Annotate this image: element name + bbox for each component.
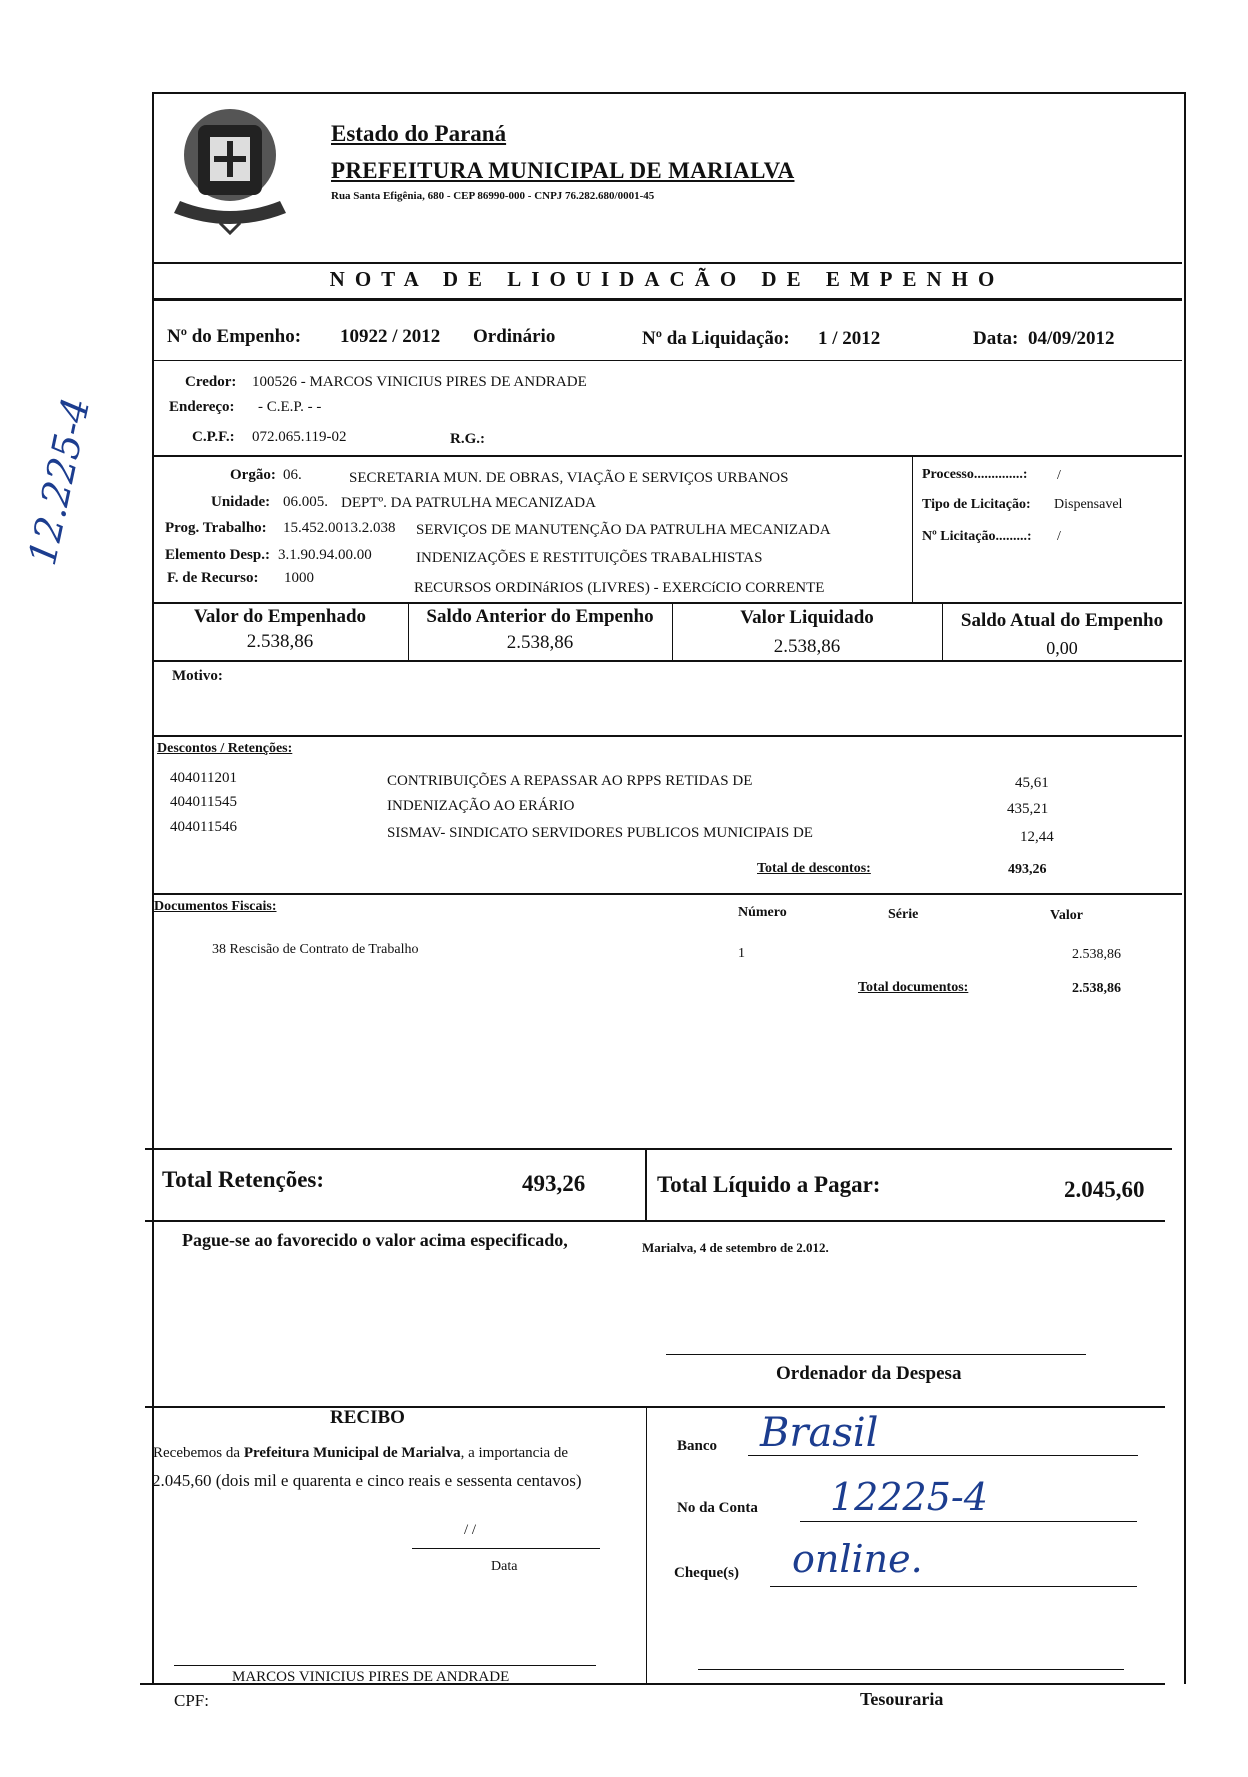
desconto-desc: SISMAV- SINDICATO SERVIDORES PUBLICOS MUNICIPAIS DE xyxy=(387,825,813,841)
recibo-text-a: Recebemos da xyxy=(153,1445,244,1461)
documentos-bottom xyxy=(145,1148,1172,1150)
col-numero: Número xyxy=(738,905,787,920)
prog-code: 15.452.0013.2.038 xyxy=(283,520,396,536)
banco-handwriting: Brasil xyxy=(760,1410,879,1456)
desconto-desc: INDENIZAÇÃO AO ERÁRIO xyxy=(387,798,575,814)
recurso-label: F. de Recurso: xyxy=(167,570,259,586)
valor-empenhado-label: Valor do Empenhado xyxy=(193,606,367,627)
conta-label: No da Conta xyxy=(677,1500,758,1516)
header-divider-bottom xyxy=(152,298,1182,301)
empenho-divider xyxy=(152,360,1182,361)
saldo-atual-label: Saldo Atual do Empenho xyxy=(960,610,1164,631)
total-liquido-label: Total Líquido a Pagar: xyxy=(657,1172,881,1197)
col-valor: Valor xyxy=(1050,908,1083,923)
recibo-amount-text: 2.045,60 (dois mil e quarenta e cinco reais e sessenta centavos) xyxy=(152,1471,582,1490)
recibo-top xyxy=(145,1406,1165,1408)
cheque-line xyxy=(770,1586,1137,1587)
recibo-data-label: Data xyxy=(491,1559,518,1574)
conta-line xyxy=(800,1521,1137,1522)
credor-value: 100526 - MARCOS VINICIUS PIRES DE ANDRADE xyxy=(252,374,587,390)
valor-empenhado: 2.538,86 xyxy=(246,631,314,652)
total-documentos-label: Total documentos: xyxy=(858,980,969,995)
empenho-label: Nº do Empenho: xyxy=(167,326,302,347)
recibo-signer: MARCOS VINICIUS PIRES DE ANDRADE xyxy=(232,1669,510,1685)
saldo-anterior-label: Saldo Anterior do Empenho xyxy=(426,606,654,627)
recibo-date-line xyxy=(412,1548,600,1549)
num-licitacao-label: Nº Licitação.........: xyxy=(922,529,1032,544)
saldo-atual: 0,00 xyxy=(1046,638,1078,658)
tipo-licitacao-value: Dispensavel xyxy=(1054,497,1123,512)
credor-label: Credor: xyxy=(185,374,237,390)
recibo-date-slashes: / / xyxy=(464,1522,477,1538)
rg-label: R.G.: xyxy=(450,431,485,447)
saldo-anterior: 2.538,86 xyxy=(506,632,574,653)
desconto-value: 45,61 xyxy=(1015,775,1049,791)
total-descontos-label: Total de descontos: xyxy=(757,861,871,876)
motivo-label: Motivo: xyxy=(172,668,223,684)
desconto-value: 435,21 xyxy=(1007,801,1049,817)
documento-numero: 1 xyxy=(738,946,745,961)
cpf-value: 072.065.119-02 xyxy=(252,429,347,445)
header-divider-top xyxy=(152,262,1182,264)
orgao-name: SECRETARIA MUN. DE OBRAS, VIAÇÃO E SERVIÇOS URBANOS xyxy=(349,470,789,486)
cpf-label: C.P.F.: xyxy=(192,429,235,445)
unidade-name: DEPTº. DA PATRULHA MECANIZADA xyxy=(341,495,596,511)
recibo-signature-line xyxy=(174,1665,596,1666)
descontos-bottom xyxy=(152,893,1182,895)
documentos-title: Documentos Fiscais: xyxy=(154,899,277,914)
desconto-code: 404011545 xyxy=(170,794,237,810)
pague-se-text: Pague-se ao favorecido o valor acima especificado, xyxy=(182,1230,568,1250)
total-descontos: 493,26 xyxy=(1008,862,1047,877)
total-retencoes-label: Total Retenções: xyxy=(162,1167,325,1192)
valores-sep-2 xyxy=(672,603,673,661)
cheque-handwriting: online. xyxy=(792,1537,923,1581)
recurso-code: 1000 xyxy=(284,570,314,586)
prefecture-name: PREFEITURA MUNICIPAL DE MARIALVA xyxy=(331,158,795,183)
prefecture-address: Rua Santa Efigênia, 680 - CEP 86990-000 - CNPJ 76.282.680/0001-45 xyxy=(331,190,655,202)
liquidacao-label: Nº da Liquidação: xyxy=(642,328,790,349)
valores-sep-3 xyxy=(942,603,943,661)
recurso-name: RECURSOS ORDINáRIOS (LIVRES) - EXERCíCIO CORRENTE xyxy=(414,580,825,596)
tesouraria-label: Tesouraria xyxy=(860,1689,944,1709)
total-liquido: 2.045,60 xyxy=(1064,1177,1145,1202)
liquidacao-number: 1 / 2012 xyxy=(818,328,881,349)
orgao-code: 06. xyxy=(283,467,302,483)
document-title: NOTA DE LIOUIDACÃO DE EMPENHO xyxy=(329,267,1005,291)
state-name: Estado do Paraná xyxy=(331,121,507,146)
elemento-code: 3.1.90.94.00.00 xyxy=(278,547,372,563)
conta-handwriting: 12225-4 xyxy=(830,1475,988,1519)
col-serie: Série xyxy=(888,907,919,922)
total-documentos: 2.538,86 xyxy=(1072,981,1121,996)
processo-value: / xyxy=(1057,468,1061,483)
endereco-value: - C.E.P. - - xyxy=(258,399,322,415)
date-value: 04/09/2012 xyxy=(1028,328,1115,349)
totais-sep xyxy=(645,1149,647,1221)
place-date: Marialva, 4 de setembro de 2.012. xyxy=(642,1240,829,1255)
elemento-label: Elemento Desp.: xyxy=(165,547,270,563)
documento-valor: 2.538,86 xyxy=(1072,947,1121,962)
recibo-text-c: , a importancia de xyxy=(460,1445,569,1461)
elemento-name: INDENIZAÇÕES E RESTITUIÇÕES TRABALHISTAS xyxy=(416,550,763,566)
valores-top xyxy=(152,602,1182,604)
date-label: Data: xyxy=(973,328,1019,349)
empenho-type: Ordinário xyxy=(473,326,556,347)
credor-divider xyxy=(152,455,1182,457)
endereco-label: Endereço: xyxy=(169,399,235,415)
valores-bottom xyxy=(152,660,1182,662)
prog-name: SERVIÇOS DE MANUTENÇÃO DA PATRULHA MECANIZADA xyxy=(416,522,831,538)
recibo-sep xyxy=(646,1407,647,1684)
orgao-label: Orgão: xyxy=(230,467,276,483)
ordenador-label: Ordenador da Despesa xyxy=(776,1363,962,1384)
total-retencoes: 493,26 xyxy=(522,1171,586,1196)
tipo-licitacao-label: Tipo de Licitação: xyxy=(922,497,1031,512)
tesouraria-line xyxy=(698,1669,1124,1670)
recibo-text-b: Prefeitura Municipal de Marialva xyxy=(243,1445,461,1461)
ordenador-signature-line xyxy=(666,1354,1086,1355)
prog-label: Prog. Trabalho: xyxy=(165,520,267,536)
valor-liquidado: 2.538,86 xyxy=(773,636,841,657)
descontos-title: Descontos / Retenções: xyxy=(157,741,293,756)
recibo-text xyxy=(153,1445,633,1462)
coat-of-arms-logo xyxy=(160,95,300,235)
motivo-bottom xyxy=(152,735,1182,737)
desconto-code: 404011546 xyxy=(170,819,237,835)
recibo-cpf-label: CPF: xyxy=(174,1691,209,1710)
unidade-label: Unidade: xyxy=(211,494,271,510)
empenho-number: 10922 / 2012 xyxy=(340,326,441,347)
margin-handwritten-note: 12.225-4 xyxy=(20,393,99,570)
totais-bottom xyxy=(145,1220,1165,1222)
processo-label: Processo..............: xyxy=(922,467,1028,482)
cheque-label: Cheque(s) xyxy=(674,1565,740,1581)
valores-sep-1 xyxy=(408,603,409,661)
desconto-value: 12,44 xyxy=(1020,829,1054,845)
orgao-processo-divider xyxy=(912,456,913,603)
num-licitacao-value: / xyxy=(1057,529,1061,544)
documento-desc: 38 Rescisão de Contrato de Trabalho xyxy=(212,942,419,957)
recibo-title: RECIBO xyxy=(330,1407,405,1428)
valor-liquidado-label: Valor Liquidado xyxy=(740,607,874,628)
banco-label: Banco xyxy=(677,1438,718,1454)
desconto-code: 404011201 xyxy=(170,770,237,786)
unidade-code: 06.005. xyxy=(283,494,328,510)
desconto-desc: CONTRIBUIÇÕES A REPASSAR AO RPPS RETIDAS DE xyxy=(387,773,753,789)
